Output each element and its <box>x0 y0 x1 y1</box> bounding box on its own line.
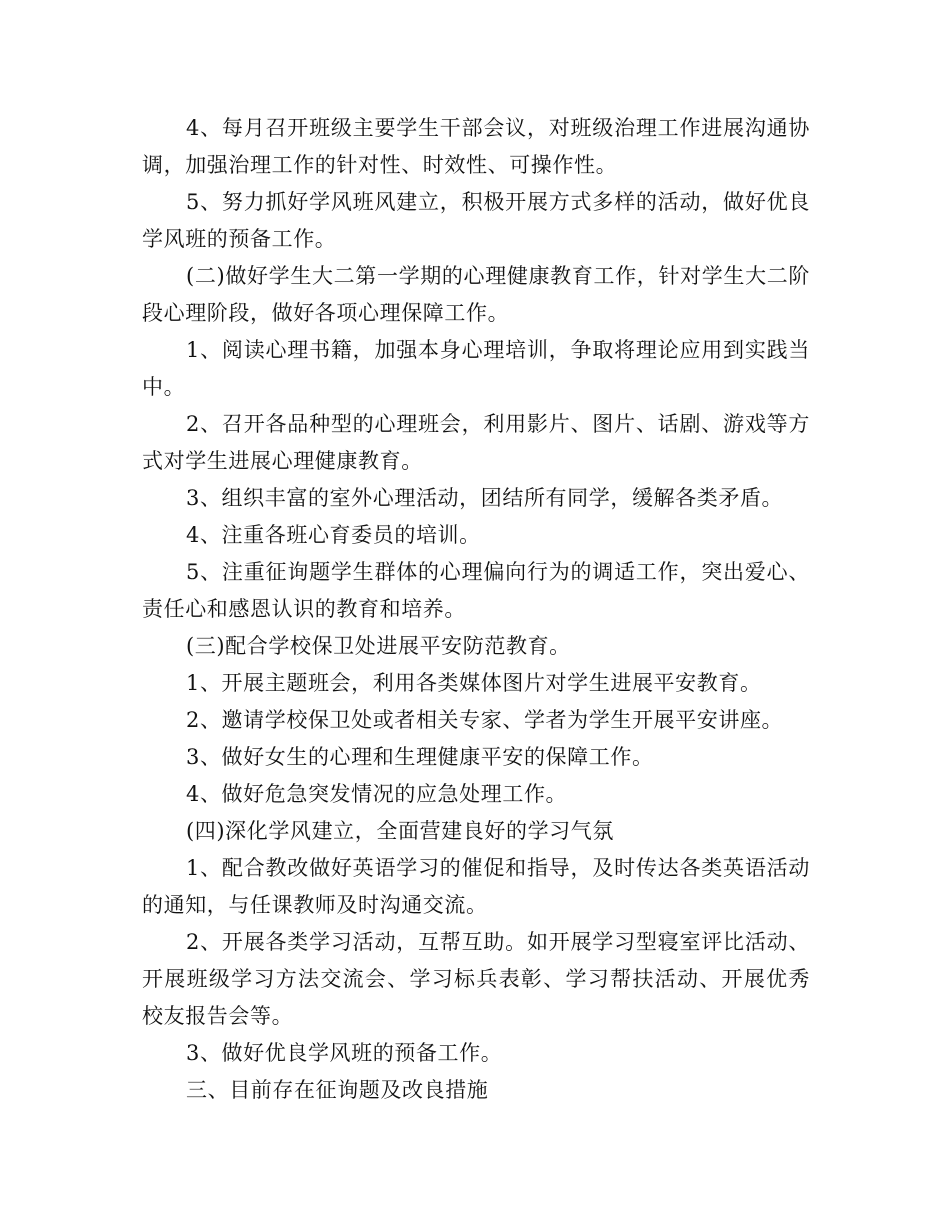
paragraph: 1、开展主题班会，利用各类媒体图片对学生进展平安教育。 <box>186 671 762 695</box>
paragraph: 5、注重征询题学生群体的心理偏向行为的调适工作，突出爱心、责任心和感恩认识的教育和培养。 <box>142 560 810 621</box>
paragraph: 1、配合教改做好英语学习的催促和指导，及时传达各类英语活动的通知，与任课教师及时沟通交流。 <box>142 856 810 917</box>
paragraph: 1、阅读心理书籍，加强本身心理培训，争取将理论应用到实践当中。 <box>142 338 810 399</box>
paragraph: 3、做好优良学风班的预备工作。 <box>186 1041 503 1065</box>
paragraph: 4、每月召开班级主要学生干部会议，对班级治理工作进展沟通协调，加强治理工作的针对性、时效性、可操作性。 <box>142 116 810 177</box>
paragraph: 2、开展各类学习活动，互帮互助。如开展学习型寝室评比活动、开展班级学习方法交流会、学习标兵表彰、学习帮扶活动、开展优秀校友报告会等。 <box>142 930 810 1028</box>
paragraph: 3、做好女生的心理和生理健康平安的保障工作。 <box>186 745 654 769</box>
paragraph: 4、做好危急突发情况的应急处理工作。 <box>186 782 568 806</box>
paragraph: 5、努力抓好学风班风建立，积极开展方式多样的活动，做好优良学风班的预备工作。 <box>142 190 810 251</box>
paragraph: 2、邀请学校保卫处或者相关专家、学者为学生开展平安讲座。 <box>186 708 784 732</box>
document-body <box>142 110 810 1109</box>
paragraph: (三)配合学校保卫处进展平安防范教育。 <box>186 634 571 658</box>
paragraph: 3、组织丰富的室外心理活动，团结所有同学，缓解各类矛盾。 <box>186 486 784 510</box>
paragraph: 4、注重各班心育委员的培训。 <box>186 523 481 547</box>
paragraph: 三、目前存在征询题及改良措施 <box>186 1078 489 1102</box>
paragraph: 2、召开各品种型的心理班会，利用影片、图片、话剧、游戏等方式对学生进展心理健康教育。 <box>142 412 810 473</box>
paragraph: (四)深化学风建立，全面营建良好的学习气氛 <box>186 819 614 843</box>
paragraph: (二)做好学生大二第一学期的心理健康教育工作，针对学生大二阶段心理阶段，做好各项心理保障工作。 <box>142 264 810 325</box>
